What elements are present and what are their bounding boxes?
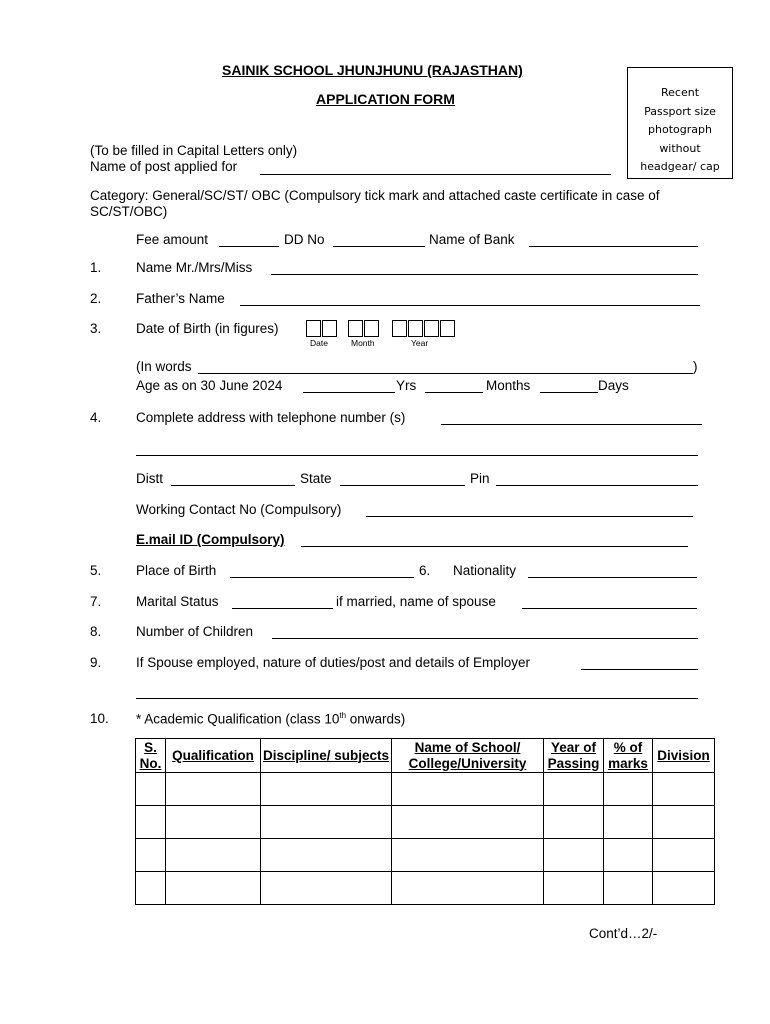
item-number: 9.: [90, 655, 102, 670]
fee-label: Fee amount: [136, 232, 209, 247]
item-number: 1.: [90, 260, 102, 275]
age-days-label: Days: [598, 378, 629, 393]
table-cell[interactable]: [544, 806, 604, 839]
photo-line: without: [659, 141, 701, 155]
spouse-label: if married, name of spouse: [336, 594, 496, 609]
table-cell[interactable]: [392, 872, 544, 905]
table-cell[interactable]: [261, 872, 392, 905]
photo-box: [627, 67, 733, 179]
header-marks: % of marks: [604, 739, 653, 773]
academic-suffix: onwards): [346, 711, 406, 727]
dob-month-caption: Month: [351, 338, 375, 348]
age-years-field[interactable]: [303, 392, 395, 393]
pin-label: Pin: [470, 471, 490, 486]
table-cell[interactable]: [604, 773, 653, 806]
in-words-field[interactable]: [198, 373, 693, 374]
form-title: APPLICATION FORM: [316, 91, 455, 107]
continued-note: Cont’d…2/-: [589, 926, 658, 941]
dob-month-box[interactable]: [348, 320, 363, 337]
post-label: Name of post applied for: [90, 159, 238, 174]
header-qualification: Qualification: [166, 739, 261, 773]
academic-label: [136, 711, 405, 727]
academic-prefix: * Academic Qualification (class 10: [136, 711, 340, 727]
dob-year-box[interactable]: [392, 320, 407, 337]
header-discipline: Discipline/ subjects: [261, 739, 392, 773]
item-number: 7.: [90, 594, 102, 609]
header-division: Division: [653, 739, 715, 773]
address-label: Complete address with telephone number (s): [136, 410, 406, 425]
table-cell[interactable]: [136, 773, 166, 806]
dd-label: DD No: [284, 232, 325, 247]
post-field[interactable]: [260, 174, 611, 175]
spouse-field[interactable]: [522, 608, 697, 609]
school-title: SAINIK SCHOOL JHUNJHUNU (RAJASTHAN): [222, 62, 523, 78]
dob-date-caption: Date: [310, 338, 328, 348]
age-months-field[interactable]: [425, 392, 483, 393]
email-label: E.mail ID (Compulsory): [136, 532, 285, 547]
dob-date-box[interactable]: [306, 320, 321, 337]
table-cell[interactable]: [604, 839, 653, 872]
table-cell[interactable]: [136, 872, 166, 905]
table-cell[interactable]: [261, 839, 392, 872]
in-words-label: (In words: [136, 359, 192, 374]
table-row: [136, 773, 715, 806]
instruction-text: (To be filled in Capital Letters only): [90, 143, 298, 158]
category-line1: Category: General/SC/ST/ OBC (Compulsory tick mark and attached caste certificate in case of: [90, 188, 660, 203]
photo-line: Recent: [660, 86, 700, 99]
dob-month-box[interactable]: [364, 320, 379, 337]
children-field[interactable]: [272, 638, 698, 639]
table-cell[interactable]: [604, 872, 653, 905]
marital-field[interactable]: [232, 608, 333, 609]
item-number: 10.: [90, 711, 109, 726]
name-label: Name Mr./Mrs/Miss: [136, 260, 253, 275]
dob-year-box[interactable]: [424, 320, 439, 337]
item-number: 3.: [90, 321, 102, 336]
dob-date-box[interactable]: [322, 320, 337, 337]
address-field-2[interactable]: [136, 455, 698, 456]
item-number: 5.: [90, 563, 102, 578]
contact-field[interactable]: [366, 516, 693, 517]
distt-field[interactable]: [171, 485, 295, 486]
academic-superscript: th: [339, 711, 347, 720]
table-header-row: [136, 739, 715, 773]
email-field[interactable]: [301, 546, 688, 547]
children-label: Number of Children: [136, 624, 254, 639]
marital-label: Marital Status: [136, 594, 219, 609]
address-field[interactable]: [441, 424, 702, 425]
age-months-label: Months: [486, 378, 531, 393]
spouse-employment-field-2[interactable]: [136, 698, 698, 699]
table-cell[interactable]: [544, 773, 604, 806]
father-field[interactable]: [240, 305, 700, 306]
qualification-table: [135, 738, 715, 905]
table-row: [136, 839, 715, 872]
table-cell[interactable]: [653, 839, 715, 872]
item-number: 4.: [90, 410, 102, 425]
table-cell[interactable]: [166, 806, 261, 839]
table-cell[interactable]: [166, 872, 261, 905]
father-label: Father’s Name: [136, 291, 225, 306]
contact-label: Working Contact No (Compulsory): [136, 502, 342, 517]
table-cell[interactable]: [136, 806, 166, 839]
pob-label: Place of Birth: [136, 563, 217, 578]
state-label: State: [300, 471, 332, 486]
item-number: 8.: [90, 624, 102, 639]
age-label: Age as on 30 June 2024: [136, 378, 283, 393]
bank-field[interactable]: [529, 246, 698, 247]
name-field[interactable]: [271, 274, 698, 275]
table-cell[interactable]: [392, 839, 544, 872]
table-cell[interactable]: [653, 773, 715, 806]
dob-year-box[interactable]: [408, 320, 423, 337]
pob-field[interactable]: [230, 577, 414, 578]
spouse-employment-label: If Spouse employed, nature of duties/post and details of Employer: [136, 655, 530, 670]
table-cell[interactable]: [166, 773, 261, 806]
table-cell[interactable]: [166, 839, 261, 872]
nationality-label: Nationality: [453, 563, 517, 578]
in-words-close: ): [693, 359, 698, 374]
table-row: [136, 872, 715, 905]
table-cell[interactable]: [392, 806, 544, 839]
table-cell[interactable]: [653, 806, 715, 839]
header-school: Name of School/ College/University: [392, 739, 544, 773]
age-yrs-label: Yrs: [396, 378, 417, 393]
distt-label: Distt: [136, 471, 163, 486]
table-cell[interactable]: [653, 872, 715, 905]
photo-line: Passport size: [644, 104, 716, 118]
dd-field[interactable]: [333, 246, 425, 247]
bank-label: Name of Bank: [429, 232, 515, 247]
table-cell[interactable]: [261, 806, 392, 839]
photo-line: headgear/ cap: [640, 160, 720, 173]
table-cell[interactable]: [544, 872, 604, 905]
table-cell[interactable]: [261, 773, 392, 806]
table-row: [136, 806, 715, 839]
pin-field[interactable]: [496, 485, 698, 486]
table-cell[interactable]: [392, 773, 544, 806]
spouse-employment-field[interactable]: [581, 669, 698, 670]
item-number: 2.: [90, 291, 102, 306]
nationality-field[interactable]: [528, 577, 697, 578]
age-days-field[interactable]: [540, 392, 598, 393]
photo-line: photograph: [648, 123, 712, 136]
table-cell[interactable]: [136, 839, 166, 872]
item-number: 6.: [419, 563, 431, 578]
dob-year-box[interactable]: [440, 320, 455, 337]
fee-field[interactable]: [219, 246, 279, 247]
category-line2: SC/ST/OBC): [90, 204, 168, 219]
state-field[interactable]: [340, 485, 465, 486]
dob-year-caption: Year: [411, 338, 429, 348]
header-year: Year of Passing: [544, 739, 604, 773]
dob-label: Date of Birth (in figures): [136, 321, 279, 336]
table-cell[interactable]: [544, 839, 604, 872]
header-sno: S. No.: [136, 739, 166, 773]
table-cell[interactable]: [604, 806, 653, 839]
